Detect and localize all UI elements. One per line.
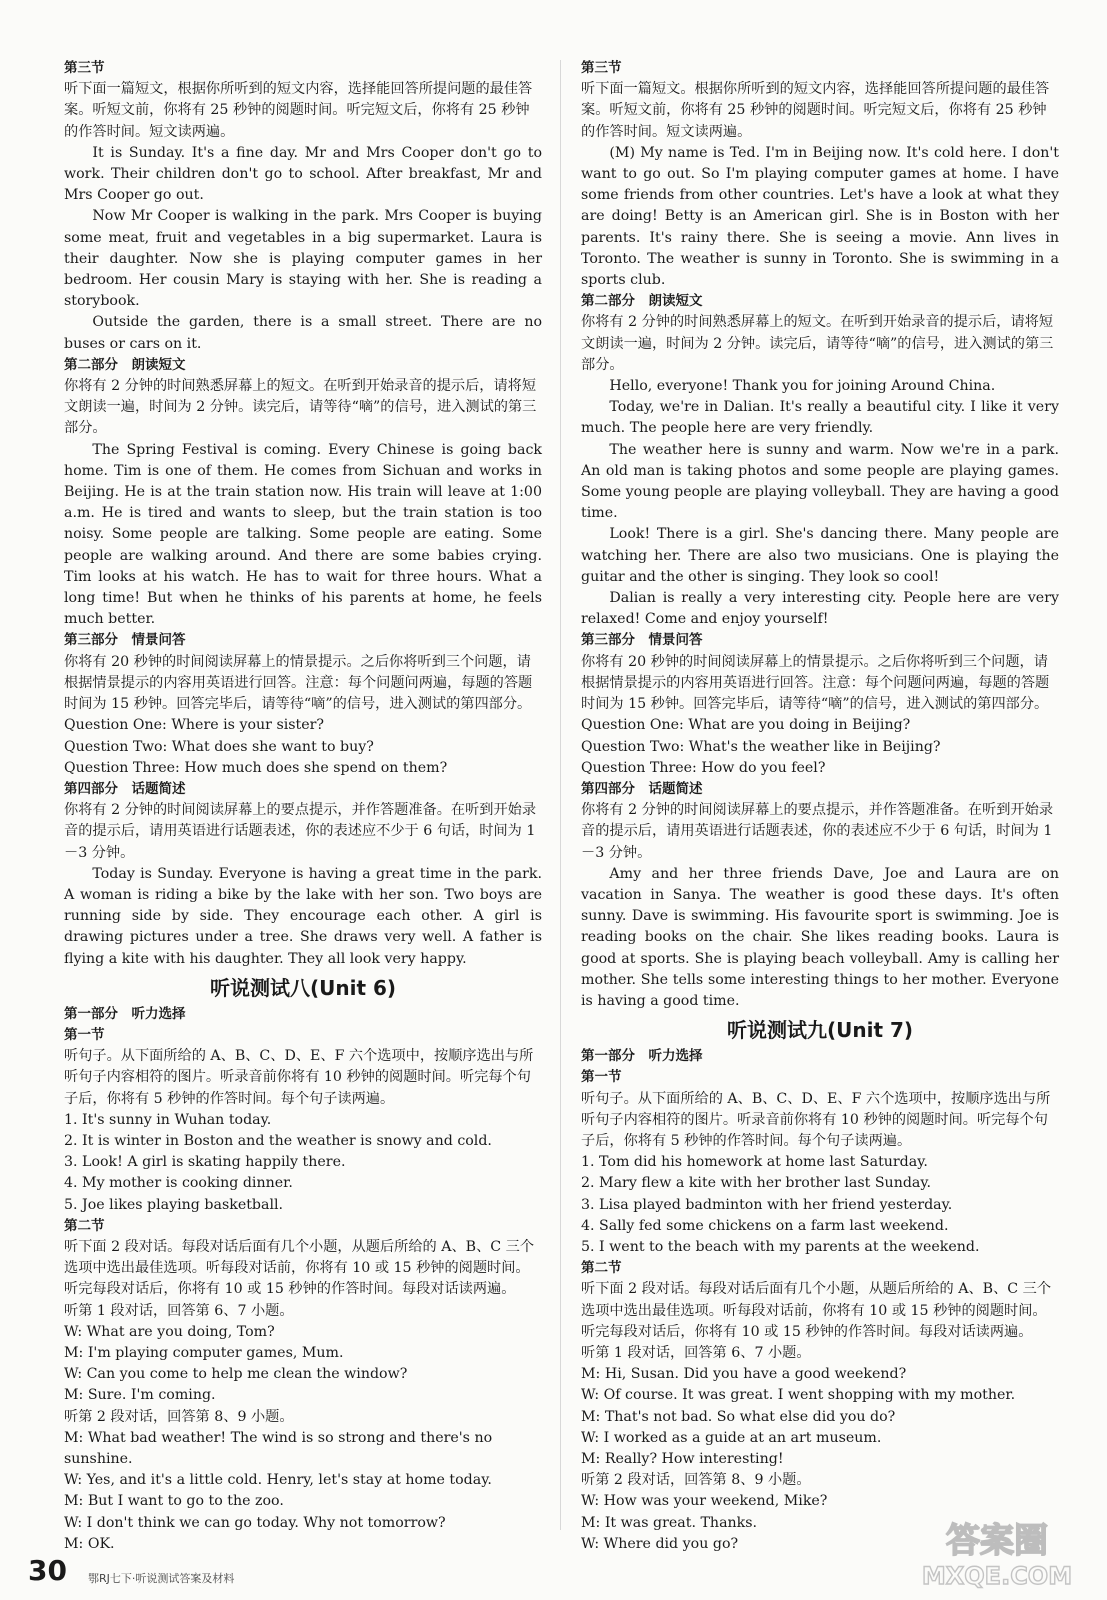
text-line: 听下面 2 段对话。每段对话后面有几个小题，从题后所给的 A、B、C 三个选项中选出最佳选项。听每段对话前，你将有 10 或 15 秒钟的阅题时间。听完每段对话后，你将有 10 或 15 秒钟的作答时间。每段对话读两遍。 <box>581 1281 1052 1340</box>
section-heading: 第三节 <box>581 60 622 76</box>
text-line: M: But I want to go to the zoo. <box>64 1493 284 1510</box>
text-line: M: I'm playing computer games, Mum. <box>64 1344 344 1361</box>
text-line: 听句子。从下面所给的 A、B、C、D、E、F 六个选项中，按顺序选出与所听句子内容相符的图片。听录音前你将有 10 秒钟的阅题时间。听完每个句子后，你将有 5 秒钟的作答时间。每个句子读两遍。 <box>64 1048 534 1107</box>
text-line: Question Two: What's the weather like in Beijing? <box>581 738 941 755</box>
section-heading: 第一节 <box>64 1026 105 1043</box>
left-column <box>64 58 542 1555</box>
text-line: 听第 1 段对话，回答第 6、7 小题。 <box>581 1344 811 1361</box>
text-line: It is Sunday. It's a fine day. Mr and Mrs Cooper don't go to work. Their children don't go to school. After breakfast, Mr and Mrs Cooper go out. <box>64 144 542 204</box>
section-heading: 第三部分 情景问答 <box>581 632 703 649</box>
page-number: 30 <box>28 1554 67 1587</box>
text-line: M: It was great. Thanks. <box>581 1514 758 1531</box>
column-divider <box>560 60 561 1530</box>
text-line: W: Can you come to help me clean the window? <box>64 1366 408 1383</box>
text-line: 2. It is winter in Boston and the weather is snowy and cold. <box>64 1132 492 1149</box>
text-line: 听下面一篇短文。根据你所听到的短文内容，选择能回答所提问题的最佳答案。听短文前，你将有 25 秒钟的阅题时间。听完短文后，你将有 25 秒钟的作答时间。短文读两遍。 <box>581 81 1050 140</box>
text-line: Dalian is really a very interesting city. People here are very relaxed! Come and enjoy yourself! <box>581 590 1059 628</box>
text-line: (M) My name is Ted. I'm in Beijing now. It's cold here. I don't want to go out. So I'm playing computer games at home. I have some friends from other countries. Let's have a look at what they are doing! Betty is an American girl. She is in Boston with her parents. It's rainy there. She is seeing a movie. Ann lives in Toronto. The weather is sunny in Toronto. She is swimming in a sports club. <box>581 144 1059 289</box>
text-line: 你将有 2 分钟的时间熟悉屏幕上的短文。在听到开始录音的提示后，请将短文朗读一遍，时间为 2 分钟。读完后，请等待“嘀”的信号，进入测试的第三部分。 <box>64 378 537 437</box>
text-line: The Spring Festival is coming. Every Chinese is going back home. Tim is one of them. He comes from Sichuan and works in Beijing. He is at the train station now. His train will leave at 1:00 a.m. He is tired and wants to sleep, but the train station is too noisy. Some people are talking. Some people are eating. Some people are walking around. And there are some babies crying. Tim looks at his watch. He has to wait for three hours. What a long time! But when he thinks of his parents at home, he feels much better. <box>64 441 542 628</box>
section-heading: 第三节 <box>64 60 105 76</box>
text-line: 听下面一篇短文，根据你所听到的短文内容，选择能回答所提问题的最佳答案。听短文前，你将有 25 秒钟的阅题时间。听完短文后，你将有 25 秒钟的作答时间。短文读两遍。 <box>64 81 533 140</box>
section-heading: 第二部分 朗读短文 <box>581 293 703 310</box>
text-line: Outside the garden, there is a small street. There are no buses or cars on it. <box>64 314 542 352</box>
text-line: W: How was your weekend, Mike? <box>581 1493 828 1510</box>
text-line: 你将有 2 分钟的时间阅读屏幕上的要点提示，并作答题准备。在听到开始录音的提示后，请用英语进行话题表述，你的表述应不少于 6 句话，时间为 1－3 分钟。 <box>581 802 1054 861</box>
unit-title: 听说测试九(Unit 7) <box>726 1018 914 1043</box>
section-heading: 第二节 <box>581 1260 622 1277</box>
text-line: 听第 2 段对话，回答第 8、9 小题。 <box>581 1472 811 1489</box>
text-line: M: Really? How interesting! <box>581 1451 784 1467</box>
text-line: 听第 1 段对话，回答第 6、7 小题。 <box>64 1302 294 1319</box>
section-heading: 第二节 <box>64 1217 105 1234</box>
text-line: Amy and her three friends Dave, Joe and Laura are on vacation in Sanya. The weather is good these days. It's often sunny. Dave is swimming. His favourite sport is swimming. Joe is reading books on the chair. She likes reading books. Laura is good at sports. She is playing beach volleyball. Amy is calling her mother. She tells some interesting things to her mother. Everyone is having a good time. <box>581 865 1059 1009</box>
text-line: M: OK. <box>64 1535 115 1552</box>
text-line: 2. Mary flew a kite with her brother last Sunday. <box>581 1175 932 1192</box>
section-heading: 第一部分 听力选择 <box>64 1005 186 1022</box>
text-line: M: That's not bad. So what else did you do? <box>581 1408 896 1425</box>
text-line: 3. Lisa played badminton with her friend yesterday. <box>581 1196 953 1213</box>
text-line: 听第 2 段对话，回答第 8、9 小题。 <box>64 1408 294 1425</box>
section-heading: 第一部分 听力选择 <box>581 1048 703 1065</box>
text-line: Question Three: How much does she spend on them? <box>64 759 448 776</box>
text-line: 听句子。从下面所给的 A、B、C、D、E、F 六个选项中，按顺序选出与所听句子内容相符的图片。听录音前你将有 10 秒钟的阅题时间。听完每个句子后，你将有 5 秒钟的作答时间。每个句子读两遍。 <box>581 1090 1051 1149</box>
text-line: M: Hi, Susan. Did you have a good weekend? <box>581 1366 907 1383</box>
text-line: M: Sure. I'm coming. <box>64 1387 216 1404</box>
text-line: Hello, everyone! Thank you for joining Around China. <box>609 378 996 395</box>
text-line: M: What bad weather! The wind is so strong and there's no sunshine. <box>64 1429 493 1467</box>
text-line: 3. Look! A girl is skating happily there. <box>64 1154 346 1171</box>
text-line: Today, we're in Dalian. It's really a beautiful city. I like it very much. The people here are very friendly. <box>581 399 1059 437</box>
text-line: Question Three: How do you feel? <box>581 759 826 776</box>
section-heading: 第二部分 朗读短文 <box>64 356 186 373</box>
text-line: 5. Joe likes playing basketball. <box>64 1196 284 1213</box>
text-line: Question Two: What does she want to buy? <box>64 738 374 755</box>
text-line: Question One: Where is your sister? <box>64 717 325 734</box>
text-line: 4. My mother is cooking dinner. <box>64 1175 293 1192</box>
text-line: Look! There is a girl. She's dancing there. Many people are watching her. There are also two musicians. One is playing the guitar and the other is singing. They look so cool! <box>581 526 1059 585</box>
text-line: The weather here is sunny and warm. Now we're in a park. An old man is taking photos and some people are playing games. Some young people are playing volleyball. They are having a good time. <box>581 441 1059 522</box>
text-line: 1. Tom did his homework at home last Saturday. <box>581 1154 928 1171</box>
text-line: Question One: What are you doing in Beijing? <box>581 717 911 734</box>
text-line: W: Yes, and it's a little cold. Henry, let's stay at home today. <box>64 1472 492 1489</box>
text-line: W: I don't think we can go today. Why not tomorrow? <box>64 1514 446 1531</box>
footer-text: 鄂RJ七下·听说测试答案及材料 <box>88 1572 235 1585</box>
section-heading: 第一节 <box>581 1069 622 1086</box>
text-line: 5. I went to the beach with my parents at the weekend. <box>581 1238 980 1255</box>
watermark-url: MXQE.COM <box>921 1562 1073 1590</box>
watermark-logo <box>907 1510 1087 1590</box>
section-heading: 第三部分 情景问答 <box>64 632 186 649</box>
text-line: W: Where did you go? <box>581 1535 739 1552</box>
text-line: 你将有 2 分钟的时间熟悉屏幕上的短文。在听到开始录音的提示后，请将短文朗读一遍，时间为 2 分钟。读完后，请等待“嘀”的信号，进入测试的第三部分。 <box>581 314 1054 373</box>
section-heading: 第四部分 话题简述 <box>64 780 186 797</box>
text-line: Today is Sunday. Everyone is having a great time in the park. A woman is riding a bike by the lake with her son. Two boys are running side by side. They encourage each other. A girl is drawing pictures under a tree. She draws very well. A father is flying a kite with his daughter. They all look very happy. <box>64 865 542 967</box>
text-line: W: I worked as a guide at an art museum. <box>581 1429 882 1446</box>
text-line: 你将有 2 分钟的时间阅读屏幕上的要点提示，并作答题准备。在听到开始录音的提示后，请用英语进行话题表述，你的表述应不少于 6 句话，时间为 1－3 分钟。 <box>64 802 537 861</box>
text-line: 听下面 2 段对话。每段对话后面有几个小题，从题后所给的 A、B、C 三个选项中选出最佳选项。听每段对话前，你将有 10 或 15 秒钟的阅题时间。听完每段对话后，你将有 10 或 15 秒钟的作答时间。每段对话读两遍。 <box>64 1238 535 1298</box>
text-line: 你将有 20 秒钟的时间阅读屏幕上的情景提示。之后你将听到三个问题，请根据情景提示的内容用英语进行回答。注意：每个问题问两遍，每题的答题时间为 15 秒钟。回答完毕后，请等待“嘀”的信号，进入测试的第四部分。 <box>581 653 1050 713</box>
text-line: 4. Sally fed some chickens on a farm last weekend. <box>581 1217 949 1234</box>
section-heading: 第四部分 话题简述 <box>581 780 703 797</box>
text-line: Now Mr Cooper is walking in the park. Mrs Cooper is buying some meat, fruit and vegetables in a big supermarket. Laura is their daughter. Now she is playing computer games in her bedroom. Her cousin Mary is staying with her. She is reading a storybook. <box>64 208 542 310</box>
unit-title: 听说测试八(Unit 6) <box>209 975 397 1000</box>
text-line: W: Of course. It was great. I went shopping with my mother. <box>581 1387 1016 1404</box>
text-line: 你将有 20 秒钟的时间阅读屏幕上的情景提示。之后你将听到三个问题，请根据情景提示的内容用英语进行回答。注意：每个问题问两遍，每题的答题时间为 15 秒钟。回答完毕后，请等待“嘀”的信号，进入测试的第四部分。 <box>64 653 533 713</box>
watermark-title: 答案圈 <box>946 1521 1048 1561</box>
text-line: 1. It's sunny in Wuhan today. <box>64 1111 272 1128</box>
text-line: W: What are you doing, Tom? <box>64 1323 275 1340</box>
right-column <box>581 58 1059 1555</box>
